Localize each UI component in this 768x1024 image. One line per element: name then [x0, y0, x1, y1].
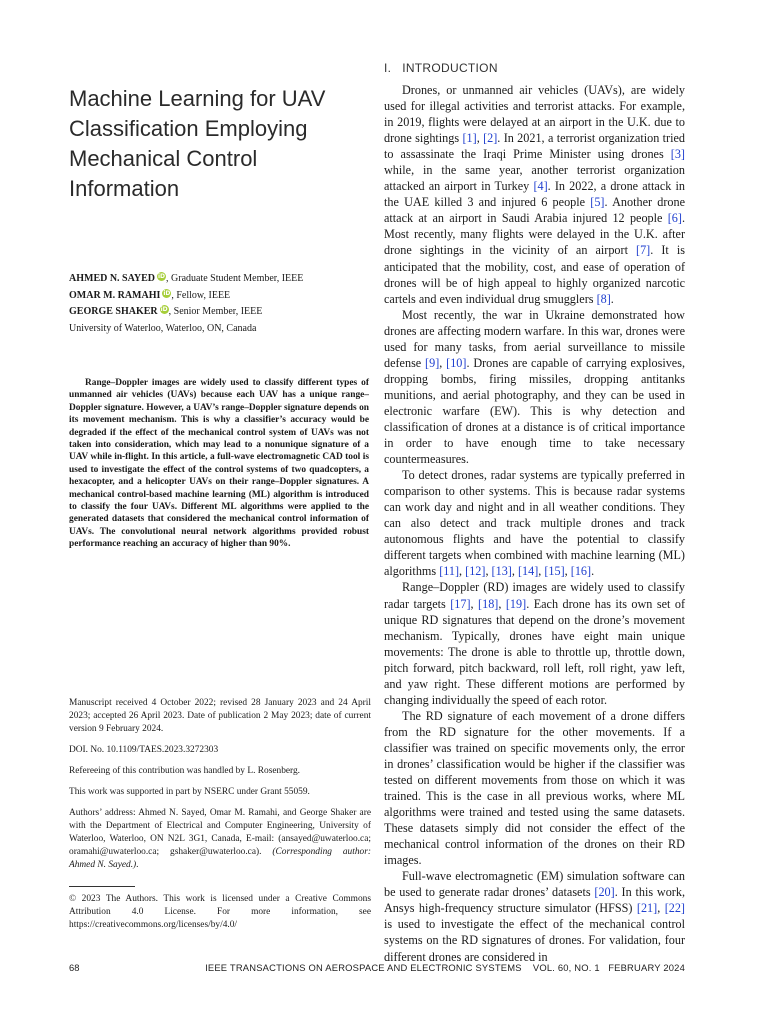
paragraph-text: . In 2021, a terrorist organization tried to assassinate the Iraqi Prime Minister using drones	[384, 131, 685, 162]
citation-link[interactable]: [19]	[505, 596, 527, 611]
citation-link[interactable]: [20]	[594, 885, 615, 900]
address-end: .	[136, 860, 139, 870]
orcid-icon[interactable]: iD	[160, 306, 168, 313]
affiliation: University of Waterloo, Waterloo, ON, Canada	[69, 322, 257, 334]
citation-link[interactable]: [14]	[517, 564, 539, 579]
citation-link[interactable]: [7]	[636, 243, 651, 258]
paragraph-text: ,	[657, 901, 665, 916]
paragraph-text: Full-wave electromagnetic (EM) simulation software can be used to generate radar drones’ datasets	[384, 869, 685, 900]
citation-link[interactable]: [18]	[478, 596, 499, 611]
paragraph-text: . It is anticipated that the mobility, cost, and ease of operation of drones will be of high appeal to highly organized narcotic cartels and even individual drug smugglers	[384, 243, 685, 306]
paragraph-text: . Most recently, many flights were delayed in the U.K. after drone sightings in the vicinity of an airport	[384, 211, 685, 258]
license-note: © 2023 The Authors. This work is licensed under a Creative Commons Attribution 4.0 License. For more information, see https://creativecommons.org/licenses/by/4.0/	[69, 894, 371, 930]
paragraph-text: . Another drone attack at an airport in Saudi Arabia injured 12 people	[384, 195, 686, 226]
paragraph-text: Most recently, the war in Ukraine demonstrated how drones are affecting modern warfare. In this war, drones were used for many tasks, from aerial surveillance to missile defense	[384, 307, 685, 370]
footnotes	[69, 697, 371, 880]
paragraph-text: .	[610, 291, 614, 306]
section-heading	[384, 61, 498, 75]
funding-note: This work was supported in part by NSERC under Grant 55059.	[69, 787, 310, 797]
refereeing-note: Refereeing of this contribution was handled by L. Rosenberg.	[69, 766, 301, 776]
journal-name: IEEE TRANSACTIONS ON AEROSPACE AND ELECTRONIC SYSTEMS	[205, 962, 522, 973]
citation-link[interactable]: [22]	[664, 901, 685, 916]
citation-link[interactable]: [16]	[570, 564, 592, 579]
paragraph-text: The RD signature of each movement of a drone differs from the RD signature for the other movements. If a classifier was trained on specific movements only, the error in drones’ classification would be higher if the classifier was tested on different movements from those on which it was trained. This is the case in all previous works, where ML algorithms were trained and tested using the same datasets. These datasets simply did not consider the effect of the mechanical control information of the drones on their RD images.	[384, 708, 685, 868]
paragraph-text: ,	[459, 564, 466, 579]
intro-paragraph	[384, 868, 685, 964]
citation-link[interactable]: [12]	[465, 564, 486, 579]
manuscript-dates: Manuscript received 4 October 2022; revised 28 January 2023 and 24 April 2023; accepted 26 April 2023. Date of publication 2 May 2023; date of current version 9 February 2024.	[69, 698, 371, 734]
author-name: OMAR M. RAMAHI	[69, 289, 161, 301]
paragraph-text: .	[591, 564, 595, 579]
paragraph-text: ,	[498, 596, 506, 611]
orcid-icon[interactable]: iD	[158, 273, 166, 280]
paragraph-text: . Each drone has its own set of unique RD signatures that depend on the drone’s movement mechanism. Typically, drones have eight main unique movements: The drone is able to throttle up, throttle down, pitch forward, pitch backward, roll left, roll right, yaw left, and yaw right. These different motions are performed by changing individually the speed of each rotor.	[384, 596, 686, 707]
section-number: I.	[384, 61, 392, 75]
intro-paragraph	[384, 82, 685, 307]
abstract: Range–Doppler images are widely used to classify different types of unmanned air vehicles (UAVs) because each UAV has a unique range–Doppler signature. However, a UAV’s range–Doppler signature depends on its movement mechanism. This is why a classifier’s accuracy would be degraded if the effect of the mechanical control system of UAVs was not taken into consideration, which may lead to a nonunique signature of a UAV while in-flight. In this article, a full-wave electromagnetic CAD tool is used to investigate the effect of the control systems of two quadcopters, a hexacopter, and a helicopter UAVs on their range–Doppler signatures. A mechanical control-based machine learning (ML) algorithm is introduced to classify the four UAVs. Different ML algorithms were applied to the generated datasets that considered the mechanical control information of UAVs. The convolutional neural network algorithms provided robust performance reaching an accuracy of higher than 90%.	[69, 378, 369, 550]
footnote-divider	[69, 886, 135, 887]
author-line	[69, 304, 359, 321]
citation-link[interactable]: [5]	[590, 195, 605, 210]
intro-paragraph	[384, 467, 685, 579]
paragraph-text: . Drones are capable of carrying explosives, dropping bombs, firing missiles, dropping antitanks munitions, and aerial photography, and they can be used in electronic warfare (EW). This is why detection and classification of drones at a distance is of critical importance in order to have enough time to take necessary countermeasures.	[384, 355, 685, 467]
author-block	[69, 271, 359, 337]
author-membership: , Fellow, IEEE	[171, 289, 231, 301]
paragraph-text: Drones, or unmanned air vehicles (UAVs), are widely used for illegal activities and terrorist attacks. For example, in 2019, flights were delayed at an airport in the U.K. due to drone sightings	[384, 83, 685, 146]
paragraph-text: Range–Doppler (RD) images are widely used to classify radar targets	[384, 580, 685, 611]
author-membership: , Graduate Student Member, IEEE	[166, 273, 304, 284]
citation-link[interactable]: [9]	[425, 355, 440, 370]
paragraph-text: ,	[538, 564, 545, 579]
paragraph-text: ,	[439, 355, 447, 370]
author-name: AHMED N. SAYED	[69, 273, 156, 284]
author-membership: , Senior Member, IEEE	[168, 306, 263, 317]
citation-link[interactable]: [10]	[446, 355, 467, 370]
paragraph-text: ,	[476, 131, 484, 146]
author-name: GEORGE SHAKER	[69, 306, 158, 317]
intro-paragraph	[384, 579, 685, 707]
citation-link[interactable]: [2]	[483, 131, 498, 146]
citation-link[interactable]: [8]	[596, 291, 611, 306]
paragraph-text: while, in the same year, another terrorist organization attacked an airport in Turkey	[384, 163, 685, 194]
paragraph-text: ,	[511, 564, 518, 579]
citation-link[interactable]: [15]	[544, 564, 565, 579]
introduction-body	[384, 82, 685, 965]
citation-link[interactable]: [4]	[533, 179, 548, 194]
page-number: 68	[69, 962, 80, 973]
intro-paragraph	[384, 307, 685, 467]
corresponding-author: (Corresponding author: Ahmed N. Sayed.)	[69, 847, 371, 870]
authors-address	[69, 807, 371, 872]
section-title: INTRODUCTION	[402, 61, 498, 75]
address-text: Authors’ address: Ahmed N. Sayed, Omar M. Ramahi, and George Shaker are with the Department of Electrical and Computer Engineering, University of Waterloo, Waterloo, ON N2L 3G1, Canada, E-mail: (ansayed@uwaterloo.ca; oramahi@uwaterloo.ca; gshaker@uwaterloo.ca).	[69, 808, 371, 857]
paragraph-text: ,	[564, 564, 571, 579]
citation-link[interactable]: [1]	[462, 131, 477, 146]
journal-info	[205, 962, 685, 973]
citation-link[interactable]: [3]	[670, 147, 685, 162]
citation-link[interactable]: [13]	[491, 564, 512, 579]
paragraph-text: ,	[485, 564, 492, 579]
paragraph-text: To detect drones, radar systems are typically preferred in comparison to other systems. This is because radar systems can work day and night and in all weather conditions. They can also detect and track multiple drones and track autonomous flights and have the potential to classify different targets when combined with machine learning (ML) algorithms	[384, 468, 685, 579]
citation-link[interactable]: [21]	[636, 901, 658, 916]
paragraph-text: ,	[470, 596, 479, 611]
journal-volume: VOL. 60, NO. 1	[532, 962, 600, 973]
author-line	[69, 271, 359, 288]
paper-title: Machine Learning for UAV Classification Employing Mechanical Control Information	[69, 86, 326, 201]
paragraph-text: . In this work, Ansys high-frequency structure simulator (HFSS)	[384, 885, 685, 916]
doi: DOI. No. 10.1109/TAES.2023.3272303	[69, 745, 219, 755]
intro-paragraph	[384, 708, 685, 868]
citation-link[interactable]: [17]	[450, 596, 471, 611]
orcid-icon[interactable]: iD	[163, 289, 171, 297]
author-line	[69, 288, 359, 305]
citation-link[interactable]: [6]	[667, 211, 682, 226]
journal-date: FEBRUARY 2024	[608, 962, 685, 973]
citation-link[interactable]: [11]	[439, 564, 460, 579]
paragraph-text: is used to investigate the effect of the mechanical control systems on the RD signatures of drones. For validation, four different drones are considered in	[384, 917, 685, 964]
paragraph-text: . In 2022, a drone attack in the UAE killed 3 and injured 6 people	[384, 179, 685, 210]
